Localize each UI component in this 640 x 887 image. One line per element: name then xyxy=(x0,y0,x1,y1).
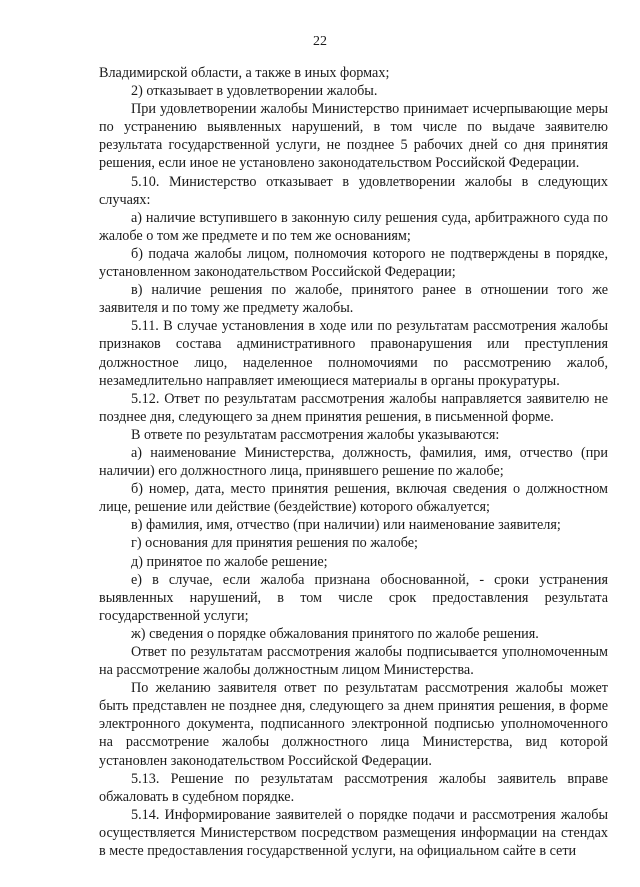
paragraph: е) в случае, если жалоба признана обоснованной, - сроки устранения выявленных нарушений, в том числе срок предоставления результата государственной услуги; xyxy=(99,571,608,624)
paragraph: Ответ по результатам рассмотрения жалобы подписывается уполномоченным на рассмотрение жалобы должностным лицом Министерства. xyxy=(99,644,608,679)
paragraph: а) наличие вступившего в законную силу решения суда, арбитражного суда по жалобе о том же предмете и по тем же основаниям; xyxy=(99,209,608,244)
paragraph: При удовлетворении жалобы Министерство принимает исчерпывающие меры по устранению выявленных нарушений, в том числе по выдаче заявителю результата государственной услуги, не позднее 5 рабочих дней со дня принятия решения, если иное не установлено законодательством Российской Федерации. xyxy=(99,101,608,172)
paragraph: 2) отказывает в удовлетворении жалобы. xyxy=(131,83,378,100)
paragraph: В ответе по результатам рассмотрения жалобы указываются: xyxy=(131,426,500,443)
paragraph: 5.14. Информирование заявителей о порядке подачи и рассмотрения жалобы осуществляется Министерством посредством размещения информации на стендах в месте предоставления государственной услуги, на официальном сайте в сети xyxy=(99,806,608,860)
paragraph: г) основания для принятия решения по жалобе; xyxy=(131,535,418,552)
paragraph: 5.13. Решение по результатам рассмотрения жалобы заявитель вправе обжаловать в судебном порядке. xyxy=(99,770,608,805)
paragraph: 5.10. Министерство отказывает в удовлетворении жалобы в следующих случаях: xyxy=(99,173,608,208)
paragraph: ж) сведения о порядке обжалования принятого по жалобе решения. xyxy=(131,625,539,642)
paragraph: Владимирской области, а также в иных формах; xyxy=(99,65,390,81)
paragraph: в) фамилия, имя, отчество (при наличии) или наименование заявителя; xyxy=(131,517,561,534)
paragraph: а) наименование Министерства, должность, фамилия, имя, отчество (при наличии) его должностного лица, принявшего решение по жалобе; xyxy=(99,444,608,480)
paragraph: б) подача жалобы лицом, полномочия которого не подтверждены в порядке, установленном законодательством Российской Федерации; xyxy=(99,245,608,281)
paragraph: 5.12. Ответ по результатам рассмотрения жалобы направляется заявителю не позднее дня, следующего за днем принятия решения, в письменной форме. xyxy=(99,390,608,425)
paragraph: 5.11. В случае установления в ходе или по результатам рассмотрения жалобы признаков состава административного правонарушения или преступления должностное лицо, наделенное полномочиями по рассмотрению жалоб, незамедлительно направляет имеющиеся материалы в органы прокуратуры. xyxy=(99,318,608,389)
paragraph: д) принятое по жалобе решение; xyxy=(131,553,328,570)
paragraph: б) номер, дата, место принятия решения, включая сведения о должностном лице, решение или действие (бездействие) которого обжалуется; xyxy=(99,481,608,516)
paragraph: в) наличие решения по жалобе, принятого ранее в отношении того же заявителя и по тому же предмету жалобы. xyxy=(99,282,608,317)
page-number: 22 xyxy=(313,34,327,49)
paragraph: По желанию заявителя ответ по результатам рассмотрения жалобы может быть представлен не позднее дня, следующего за днем принятия решения, в форме электронного документа, подписанного электронной подписью уполномоченного на рассмотрение жалобы должностного лица Министерства, вид которой установлен законодательством Российской Федерации. xyxy=(99,680,608,769)
document-body xyxy=(99,64,608,860)
